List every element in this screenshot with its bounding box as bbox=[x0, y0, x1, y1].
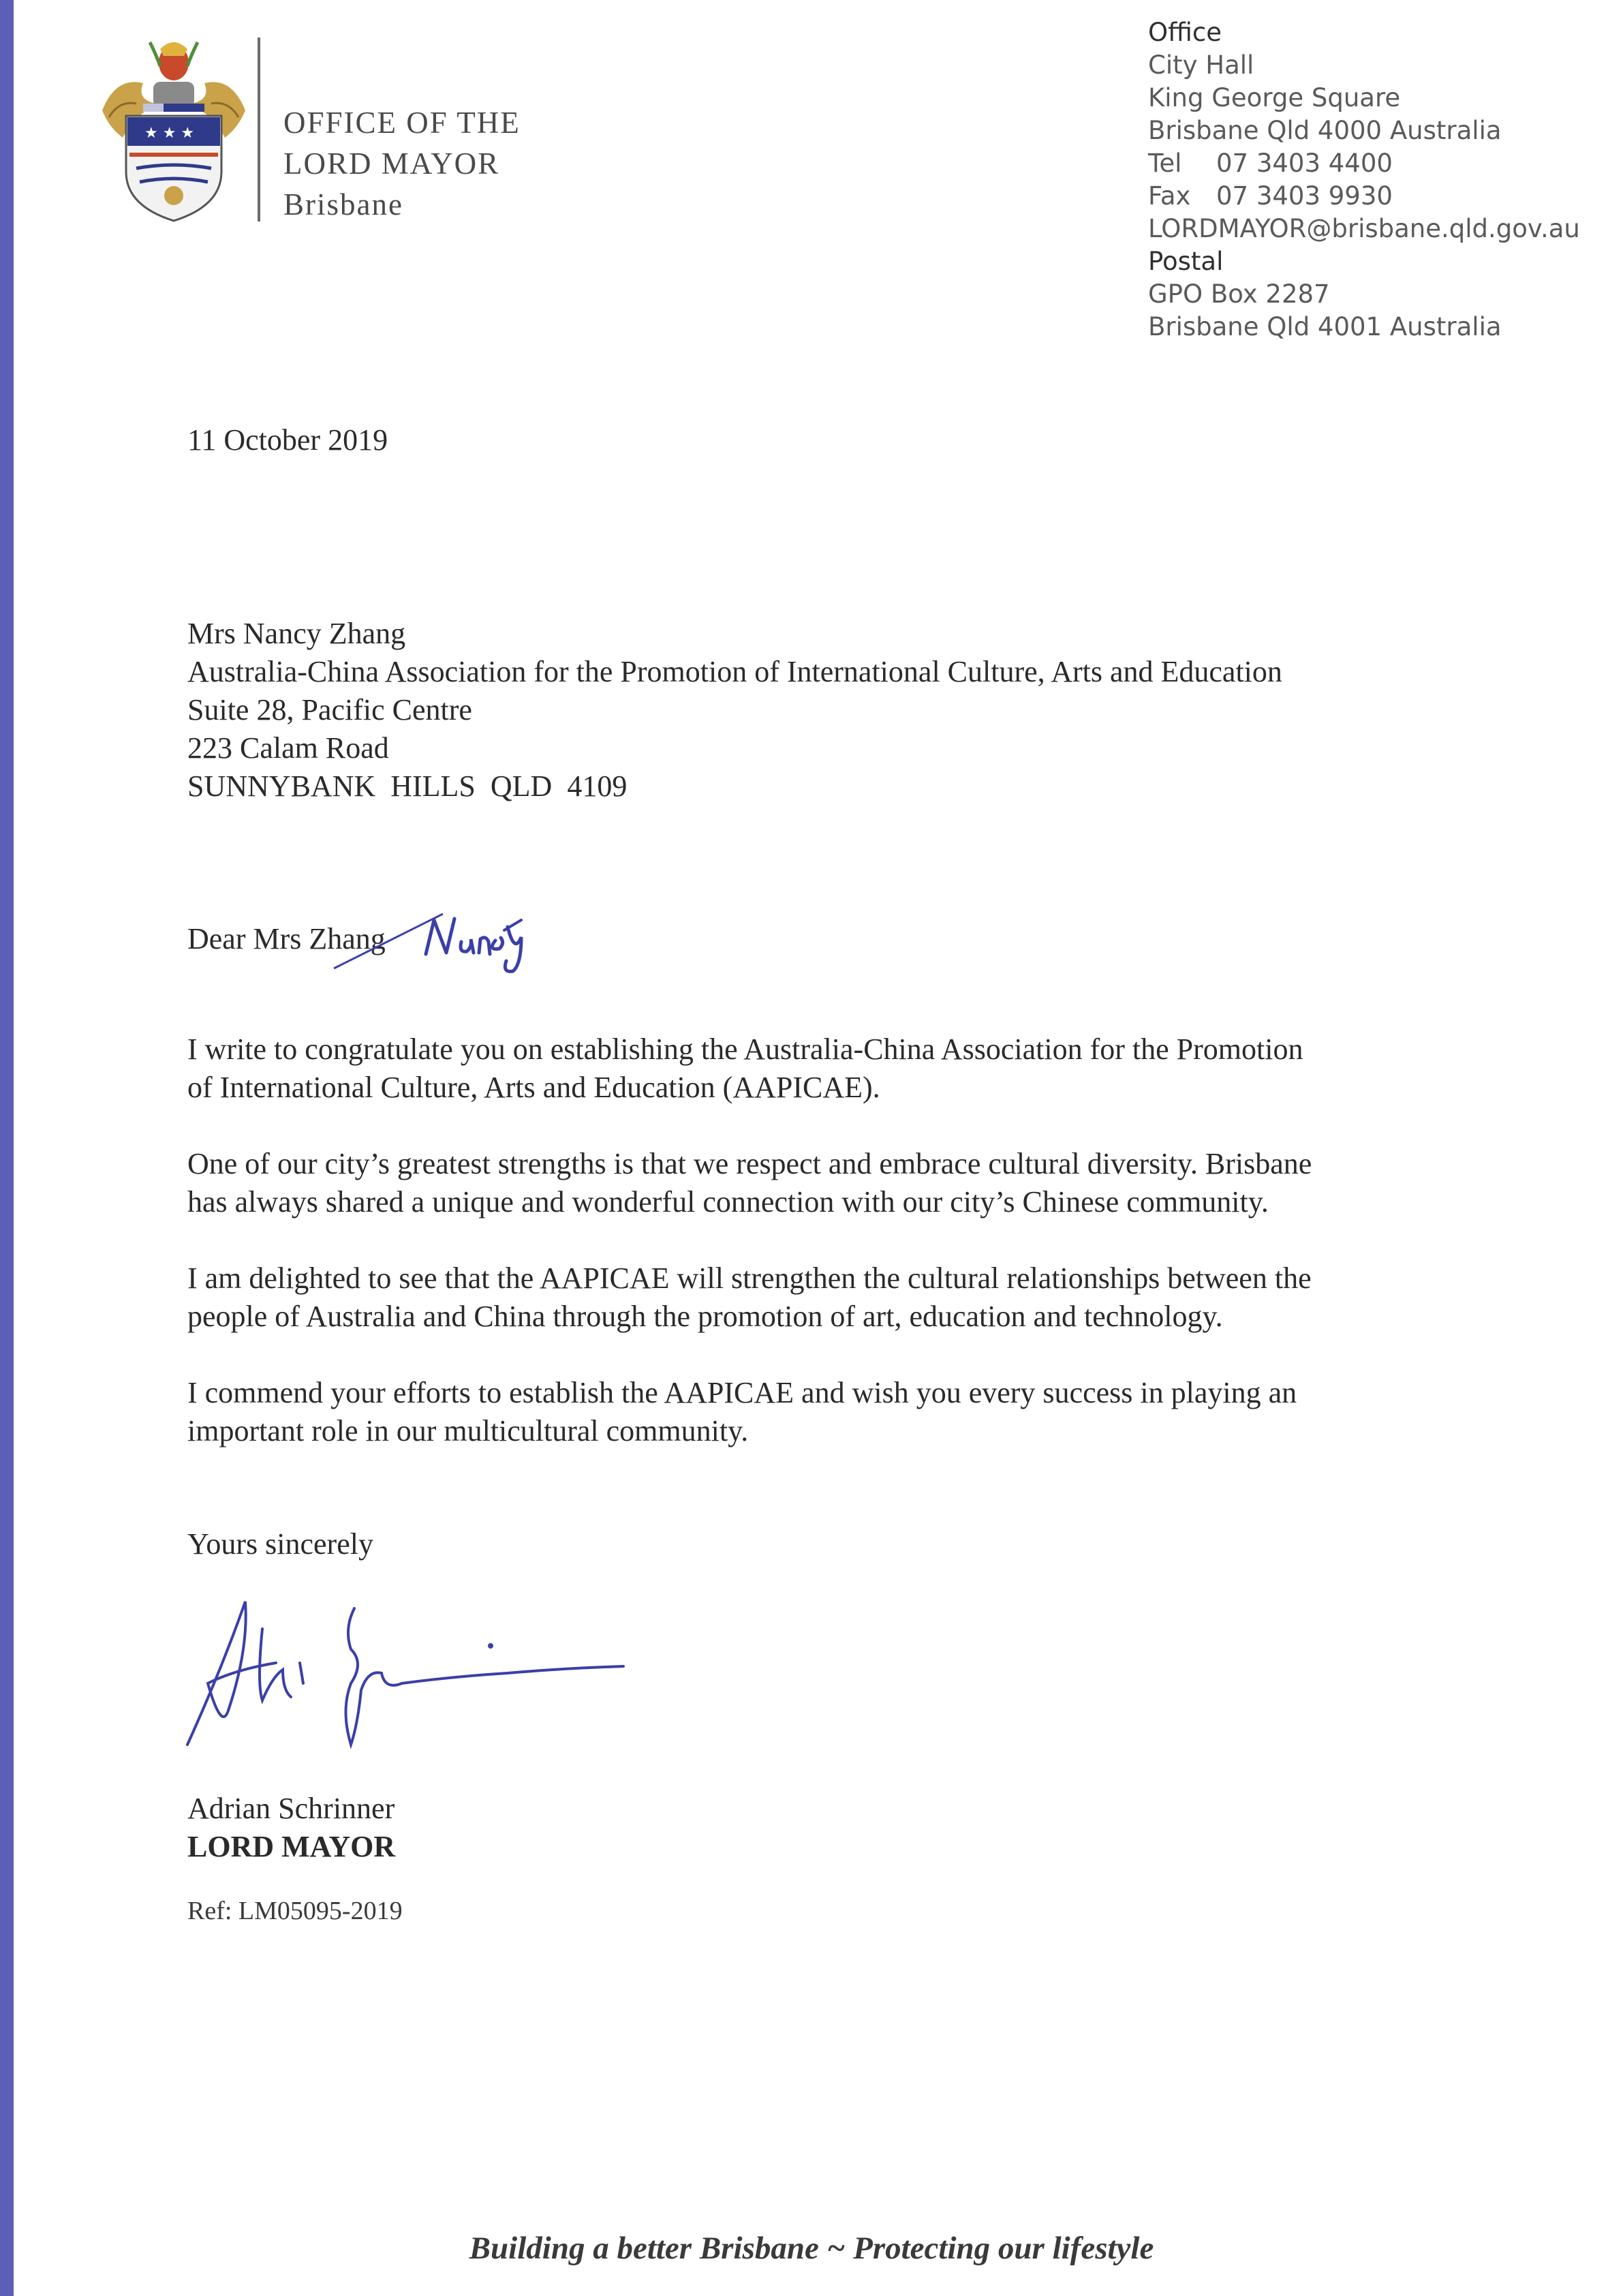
salutation-text: Dear Mrs Zhang bbox=[187, 922, 386, 955]
contact-block bbox=[1148, 16, 1580, 343]
letter-date: 11 October 2019 bbox=[187, 423, 388, 457]
body-paragraph-2 bbox=[187, 1145, 1448, 1221]
office-heading: Office bbox=[1148, 18, 1222, 47]
recipient-locality: SUNNYBANK HILLS QLD 4109 bbox=[187, 769, 628, 803]
recipient-suite: Suite 28, Pacific Centre bbox=[187, 693, 472, 726]
fax-number: 07 3403 9930 bbox=[1216, 181, 1393, 211]
office-line-2: LORD MAYOR bbox=[283, 147, 500, 181]
salutation bbox=[187, 920, 386, 958]
paragraph-line: of International Culture, Arts and Education (AAPICAE). bbox=[187, 1071, 880, 1104]
tel-label: Tel bbox=[1148, 149, 1182, 178]
fax-line bbox=[1148, 180, 1580, 213]
postal-heading: Postal bbox=[1148, 247, 1224, 276]
postal-suburb: Brisbane Qld 4001 Australia bbox=[1148, 312, 1502, 341]
office-title bbox=[283, 102, 521, 225]
footer-slogan: Building a better Brisbane ~ Protecting our lifestyle bbox=[469, 2231, 1154, 2266]
tel-number: 07 3403 4400 bbox=[1216, 149, 1393, 178]
office-building: City Hall bbox=[1148, 50, 1254, 80]
office-suburb: Brisbane Qld 4000 Australia bbox=[1148, 116, 1502, 145]
body-paragraph-4 bbox=[187, 1374, 1448, 1450]
coat-of-arms-icon bbox=[95, 35, 252, 226]
office-city: Brisbane bbox=[283, 187, 403, 221]
paragraph-line: I write to congratulate you on establishing the Australia-China Association for the Promotion bbox=[187, 1032, 1303, 1066]
signatory-name: Adrian Schrinner bbox=[187, 1792, 395, 1825]
telephone-line bbox=[1148, 147, 1580, 180]
handwritten-salutation-nancy bbox=[419, 900, 535, 988]
salutation-printed bbox=[187, 920, 386, 958]
body-paragraph-1 bbox=[187, 1030, 1448, 1107]
closing: Yours sincerely bbox=[187, 1527, 373, 1561]
fax-label: Fax bbox=[1148, 181, 1191, 211]
recipient-name: Mrs Nancy Zhang bbox=[187, 617, 406, 650]
office-street: King George Square bbox=[1148, 83, 1401, 112]
paragraph-line: people of Australia and China through the promotion of art, education and technology. bbox=[187, 1300, 1223, 1333]
paragraph-line: I am delighted to see that the AAPICAE will strengthen the cultural relationships between the bbox=[187, 1261, 1312, 1295]
email-address: LORDMAYOR@brisbane.qld.gov.au bbox=[1148, 214, 1580, 243]
recipient-street: 223 Calam Road bbox=[187, 731, 389, 765]
paragraph-line: has always shared a unique and wonderful connection with our city’s Chinese community. bbox=[187, 1185, 1269, 1219]
postal-box: GPO Box 2287 bbox=[1148, 279, 1330, 309]
svg-text:★ ★ ★: ★ ★ ★ bbox=[144, 125, 195, 142]
paragraph-line: One of our city’s greatest strengths is that we respect and embrace cultural diversity. Brisbane bbox=[187, 1147, 1312, 1180]
paragraph-line: important role in our multicultural community. bbox=[187, 1414, 749, 1448]
signatory-title: LORD MAYOR bbox=[187, 1830, 396, 1863]
page-edge-stripe bbox=[0, 0, 14, 2296]
office-line-1: OFFICE OF THE bbox=[283, 106, 521, 140]
paragraph-line: I commend your efforts to establish the AAPICAE and wish you every success in playing an bbox=[187, 1376, 1297, 1409]
recipient-organisation: Australia-China Association for the Promotion of International Culture, Arts and Education bbox=[187, 655, 1282, 688]
signature bbox=[181, 1588, 644, 1758]
letterhead-divider bbox=[258, 37, 260, 221]
reference-number: Ref: LM05095-2019 bbox=[187, 1897, 403, 1925]
body-paragraph-3 bbox=[187, 1259, 1448, 1336]
